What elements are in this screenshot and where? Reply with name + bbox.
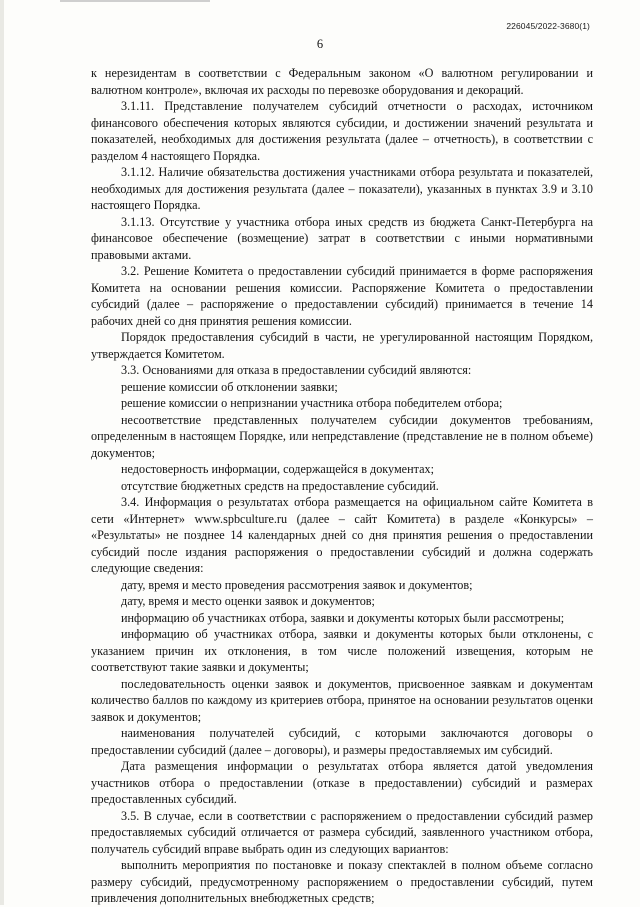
page-number: 6	[316, 37, 324, 51]
paragraph: недостоверность информации, содержащейся в документах;	[121, 462, 434, 476]
paragraph: решение комиссии о непризнании участника отбора победителем отбора;	[121, 396, 503, 410]
paragraph: дату, время и место проведения рассмотрения заявок и документов;	[121, 577, 473, 592]
paragraph: 3.4. Информация о результатах отбора размещается на официальном сайте Комитета в сети «Интернет» www.spbculture.ru (далее – сайт Комитета) в разделе «Конкурсы» – «Результаты» не позднее 14 календарных дней со дня принятия решения о предоставлении субсидий после издания распоряжения о предоставлении субсидий и должна содержать следующие сведения:	[91, 495, 593, 575]
paragraph: отсутствие бюджетных средств на предоставление субсидий.	[121, 478, 439, 493]
paragraph: Порядок предоставления субсидий в части, не урегулированной настоящим Порядком, утверждается Комитетом.	[91, 330, 593, 361]
document-body	[91, 65, 593, 907]
paragraph: к нерезидентам в соответствии с Федеральным законом «О валютном регулировании и валютном контроле», включая их расходы по перевозке оборудования и декораций.	[91, 66, 593, 97]
paragraph: 3.1.12. Наличие обязательства достижения участниками отбора результата и показателей, необходимых для достижения результата (далее – показатели), указанных в пунктах 3.9 и 3.10 настоящего Порядка.	[91, 165, 593, 212]
paragraph: дату, время и место оценки заявок и документов;	[121, 594, 375, 608]
paragraph: наименования получателей субсидий, с которыми заключаются договоры о предоставлении субсидий (далее – договоры), и размеры предоставляемых им субсидий.	[91, 726, 593, 757]
paragraph: несоответствие представленных получателем субсидии документов требованиям, определенным в настоящем Порядке, или непредставление (представление не в полном объеме) документов;	[91, 412, 593, 460]
paragraph: 3.1.11. Представление получателем субсидий отчетности о расходах, источником финансового обеспечения которых являются субсидии, и достижении значений результата и показателей, необходимых для достижения результата (далее – отчетность), в соответствии с разделом 4 настоящего Порядка.	[91, 99, 593, 163]
paragraph: 3.1.13. Отсутствие у участника отбора иных средств из бюджета Санкт-Петербурга на финансовое обеспечение (возмещение) затрат в соответствии с иными нормативными правовыми актами.	[91, 214, 593, 262]
scan-edge	[0, 0, 4, 905]
paragraph: информацию об участниках отбора, заявки и документы которых были отклонены, с указанием причин их отклонения, в том числе положений извещения, которым не соответствуют такие заявки и документы;	[91, 627, 593, 674]
paragraph: 3.5. В случае, если в соответствии с распоряжением о предоставлении субсидий размер предоставляемых субсидий отличается от размера субсидий, заявленного участником отбора, получатель субсидий вправе выбрать один из следующих вариантов:	[91, 808, 593, 856]
document-id: 226045/2022-3680(1)	[506, 21, 590, 31]
scan-mark	[60, 0, 210, 2]
paragraph: выполнить мероприятия по постановке и показу спектаклей в полном объеме согласно размеру субсидий, предусмотренному распоряжением о предоставлении субсидий, путем привлечения дополнительных внебюджетных средств;	[91, 858, 593, 905]
paragraph: последовательность оценки заявок и документов, присвоенное заявкам и документам количество баллов по каждому из критериев отбора, принятое на основании результатов оценки заявок и документов;	[91, 676, 593, 724]
paragraph: Дата размещения информации о результатах отбора является датой уведомления участников отбора о предоставлении (отказе в предоставлении) субсидий и размерах предоставленных субсидий.	[91, 759, 593, 806]
paragraph: информацию об участниках отбора, заявки и документы которых были рассмотрены;	[121, 610, 565, 625]
paragraph: 3.3. Основаниями для отказа в предоставлении субсидий являются:	[121, 363, 472, 377]
paragraph: 3.2. Решение Комитета о предоставлении субсидий принимается в форме распоряжения Комитета на основании решения комиссии. Распоряжение Комитета о предоставлении субсидий (далее – распоряжение о предоставлении субсидий) принимается в течение 14 рабочих дней со дня принятия решения комиссии.	[91, 264, 593, 328]
paragraph: решение комиссии об отклонении заявки;	[121, 379, 338, 394]
